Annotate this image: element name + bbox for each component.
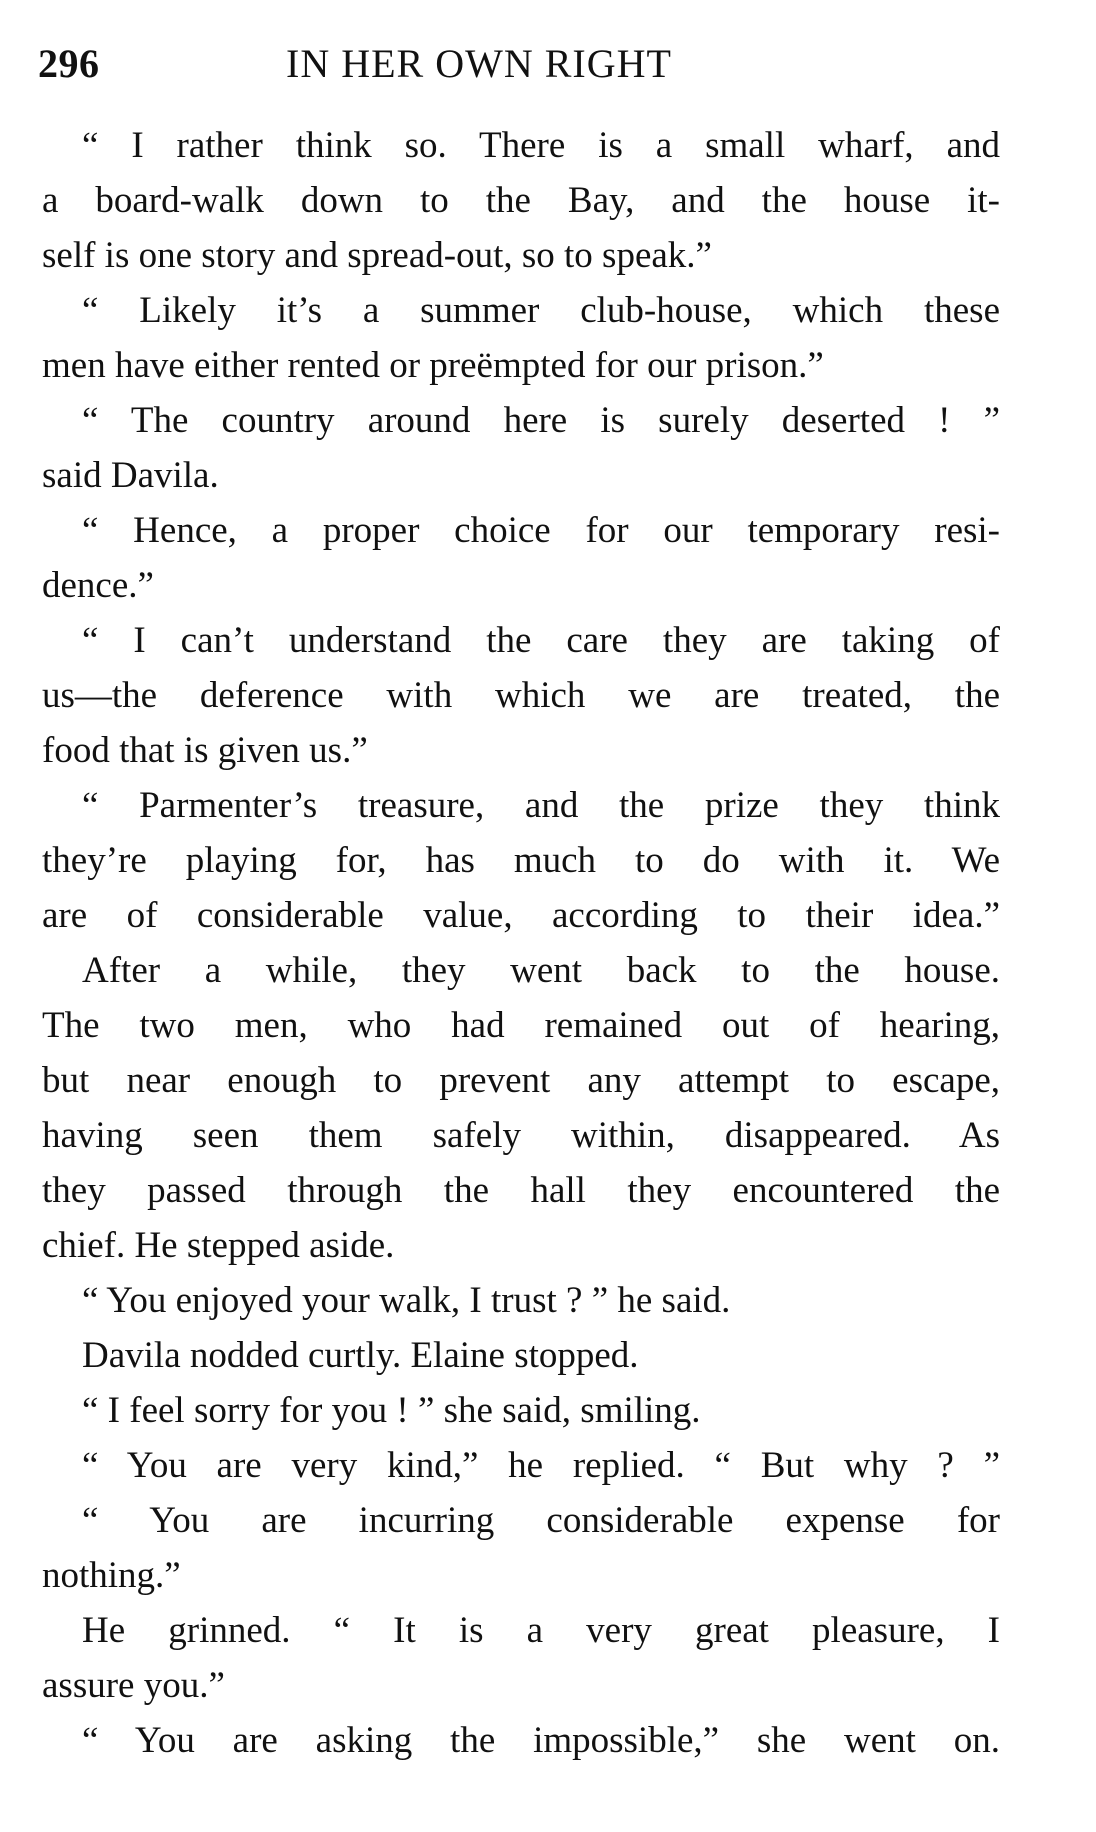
- page-number: 296: [38, 41, 100, 86]
- running-head: IN HER OWN RIGHT: [286, 41, 672, 86]
- text-line: nothing.”: [42, 1555, 181, 1596]
- text-line: they’re playing for, has much to do with it. We: [42, 840, 1000, 881]
- text-line: they passed through the hall they encountered the: [42, 1170, 1000, 1211]
- text-line: but near enough to prevent any attempt to escape,: [42, 1060, 1000, 1101]
- text-line: “ You enjoyed your walk, I trust ? ” he said.: [82, 1280, 731, 1321]
- text-line: Davila nodded curtly. Elaine stopped.: [82, 1335, 639, 1376]
- text-line: dence.”: [42, 565, 154, 606]
- text-line: “ You are incurring considerable expense for: [82, 1500, 1000, 1541]
- text-line: “ I feel sorry for you ! ” she said, smiling.: [82, 1390, 701, 1431]
- text-line: men have either rented or preëmpted for our prison.”: [42, 345, 824, 386]
- text-line: self is one story and spread-out, so to speak.”: [42, 235, 712, 276]
- text-line: are of considerable value, according to their idea.”: [42, 895, 1000, 936]
- text-line: After a while, they went back to the house.: [82, 950, 1000, 991]
- text-line: “ I can’t understand the care they are taking of: [82, 620, 1000, 661]
- text-line: “ The country around here is surely deserted ! ”: [82, 400, 1000, 441]
- text-line: “ Parmenter’s treasure, and the prize they think: [82, 785, 1000, 826]
- text-line: “ Likely it’s a summer club-house, which these: [82, 290, 1000, 331]
- body-text: [42, 118, 1000, 1768]
- text-line: “ You are very kind,” he replied. “ But why ? ”: [82, 1445, 1000, 1486]
- text-line: He grinned. “ It is a very great pleasure, I: [82, 1610, 1000, 1651]
- text-line: The two men, who had remained out of hearing,: [42, 1005, 1000, 1046]
- text-line: food that is given us.”: [42, 730, 368, 771]
- text-line: having seen them safely within, disappeared. As: [42, 1115, 1000, 1156]
- text-line: chief. He stepped aside.: [42, 1225, 395, 1266]
- text-line: said Davila.: [42, 455, 219, 496]
- text-line: “ You are asking the impossible,” she went on.: [82, 1720, 1000, 1761]
- text-line: us—the deference with which we are treated, the: [42, 675, 1000, 716]
- text-line: a board-walk down to the Bay, and the house it-: [42, 180, 1000, 221]
- text-line: assure you.”: [42, 1665, 225, 1706]
- text-line: “ I rather think so. There is a small wharf, and: [82, 125, 1000, 166]
- text-line: “ Hence, a proper choice for our temporary resi-: [82, 510, 1000, 551]
- page-header: [38, 40, 998, 100]
